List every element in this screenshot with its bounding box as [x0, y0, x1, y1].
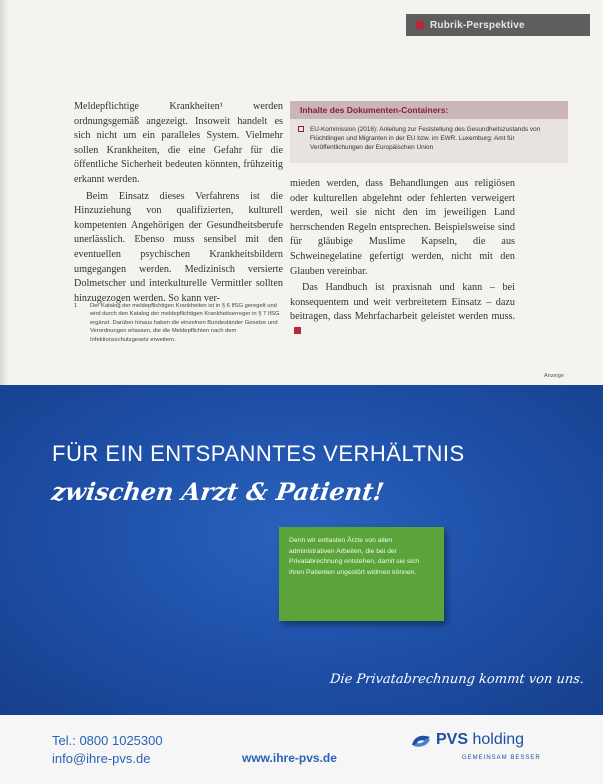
article-paragraph: Beim Einsatz dieses Verfahrens ist die Hinzuziehung von qualifizierten, kulturell kompetenten Angehörigen der Gesundheitsberufe unerlässlich. Ebenso muss sensibel mit den eventuellen psychischen Krankheitsbildern umgegangen werden. Medizinisch versierte Dolmetscher und interkulturelle Vermittler sollten hinzugezogen werden. So kann ver- [74, 190, 283, 304]
infobox-body [290, 119, 568, 163]
ad-footer [0, 715, 603, 784]
section-label: Rubrik-Perspektive [430, 19, 525, 31]
contact-block [52, 732, 163, 768]
phone-number[interactable]: Tel.: 0800 1025300 [52, 733, 163, 748]
logo-brand [436, 731, 524, 749]
end-mark-icon [294, 327, 301, 334]
article-column-left [74, 100, 283, 308]
article-paragraph: Meldepflichtige Krankheiten¹ werden ordnungsgemäß angezeigt. Insoweit handelt es sich nicht um ein paralleles System. Vielmehr sollen Krankheiten, die eine Gefahr für die öffentliche Sicherheit bedeuten könnten, frühzeitig erkannt werden. [74, 101, 283, 185]
ad-headline: FÜR EIN ENTSPANNTES VERHÄLTNIS [52, 441, 465, 466]
infobox-title: Inhalte des Dokumenten-Containers: [290, 101, 568, 119]
infobox-item: EU-Kommission (2016): Anleitung zur Feststellung des Gesundheitszustands von Flüchtlingen und Migranten in der EU bzw. im EWR. Luxemburg: Amt für Veröffentlichungen der Europäischen Union [310, 126, 541, 151]
footnote-text: Der Katalog der meldepflichtigen Krankheiten ist in § 6 IfSG geregelt und wird durch den Katalog der meldepflichtigen Krankheitserreger in § 7 IfSG ergänzt. Darüber hinaus haben die einzelnen Bundesländer Gesetze und Verordnungen erlassen, die die Meldepflichten nach dem Infektionsschutzgesetz erweitern. [90, 303, 280, 343]
article-paragraph-text: Das Handbuch ist praxisnah und kann – bei konsequentem und weit verbreitetem Einsatz – dazu beitragen, dass Mehrfacharbeit geleistet werden muss. [290, 282, 515, 323]
ad-label: Anzeige [544, 373, 564, 379]
logo-subtitle: GEMEINSAM BESSER [462, 755, 541, 761]
website-link[interactable]: www.ihre-pvs.de [242, 751, 337, 765]
pvs-logo-icon [410, 733, 432, 749]
section-tab [406, 14, 590, 36]
ad-info-box: Denn wir entlasten Ärzte von allen administrativen Arbeiten, die bei der Privatabrechnung entstehen, damit sie sich ihren Patienten ungestört widmen können. [279, 527, 444, 621]
ad-script-line: zwischen Arzt & Patient! [49, 477, 386, 506]
document-container-box [290, 101, 568, 163]
email-link[interactable]: info@ihre-pvs.de [52, 751, 151, 766]
ad-tagline: Die Privatabrechnung kommt von uns. [329, 672, 585, 687]
section-marker-square [416, 21, 424, 29]
article-column-right [290, 177, 515, 342]
advertisement [0, 385, 603, 715]
footnote-number: 1 [74, 303, 78, 309]
article-paragraph: mieden werden, dass Behandlungen aus religiösen oder kulturellen abgelehnt oder fehlerten verweigert werden, weil sie nicht den im jeweiligen Land herrschenden Regeln entsprechen. Beispielsweise sind für gläubige Muslime Kapseln, die aus Schweinegelatine gefertigt werden, nicht mit den Glauben vereinbar. [290, 178, 515, 277]
footnote [74, 302, 283, 344]
pvs-logo [410, 731, 560, 771]
logo-brand-rest: holding [468, 731, 525, 748]
checkbox-icon [298, 126, 304, 132]
logo-brand-bold: PVS [436, 731, 469, 748]
article-paragraph-final [290, 281, 515, 339]
